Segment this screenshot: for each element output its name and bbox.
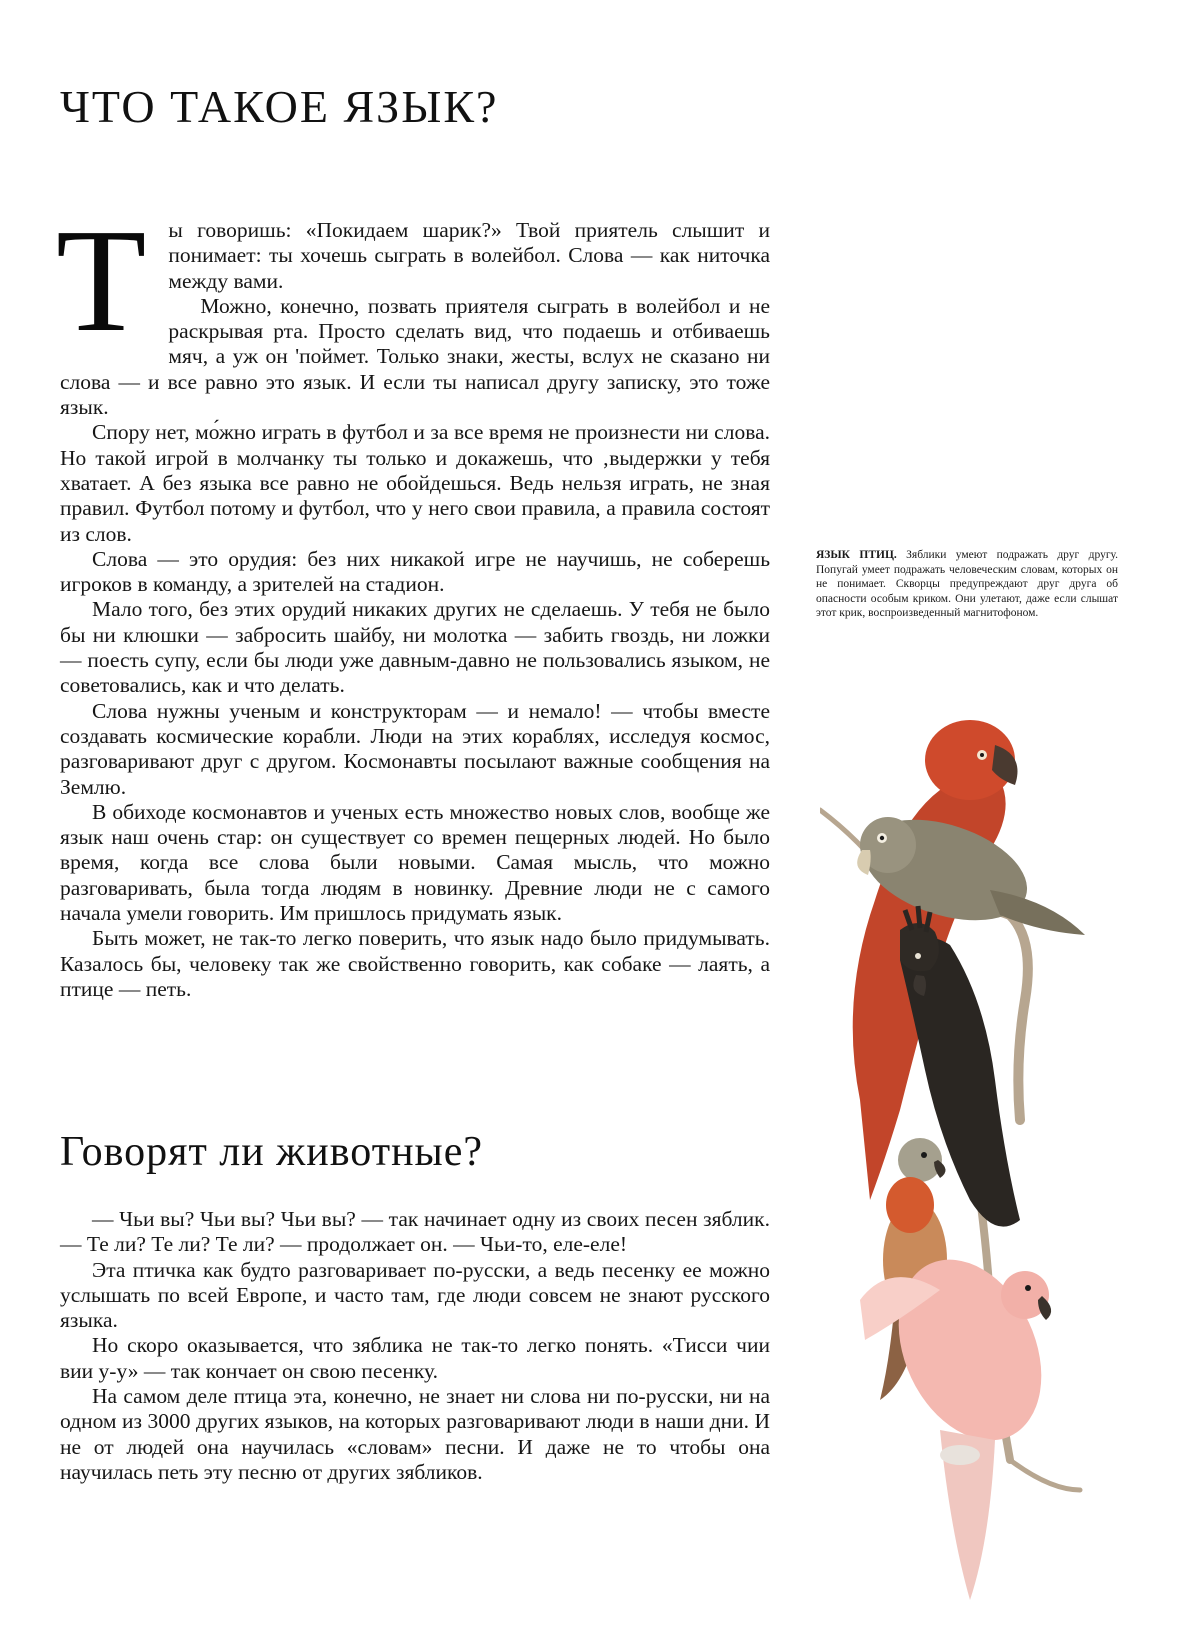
drop-cap: Т (56, 199, 147, 363)
paragraph: Быть может, не так-то легко поверить, что язык надо было придумывать. Казалось бы, человеку так же свойственно говорить, как собаке — лаять, а птице — петь. (60, 926, 770, 1001)
paragraph: Но скоро оказывается, что зяблика не так-то легко понять. «Тисси чии вии у-у» — так кончает он свою песенку. (60, 1333, 770, 1383)
paragraph: Эта птичка как будто разговаривает по-русски, а ведь песенку ее можно услышать по всей Европе, и часто там, где люди совсем не знают русского языка. (60, 1257, 770, 1333)
paragraph: На самом деле птица эта, конечно, не знает ни слова ни по-русски, ни на одном из 3000 других языков, на которых разговаривают люди в наши дни. И не от людей она научилась «словам» песни. И даже не то чтобы она научилась петь эту песню от других зябликов. (60, 1384, 770, 1484)
illustration-caption (816, 548, 1118, 621)
section-body (60, 1207, 770, 1485)
caption-heading: ЯЗЫК ПТИЦ. (816, 549, 897, 561)
paragraph: Слова нужны ученым и конструкторам — и немало! — чтобы вместе создавать космические корабли. Люди на этих кораблях, исследуя космос, разговаривают друг с другом. Космонавты посылают важные сообщения на Землю. (60, 698, 770, 799)
article-body (56, 199, 770, 1002)
paragraph: Слова — это орудия: без них никакой игре не научишь, не соберешь игроков в команду, а зрителей на стадион. (60, 546, 770, 597)
paragraph: Спору нет, мо́жно играть в футбол и за все время не произнести ни слова. Но такой игрой в молчанку ты только и докажешь, что ‚выдержки у тебя хватает. А без языка все равно не обойдешься. Ведь нельзя играть, не зная правил. Футбол потому и футбол, что у него свои правила, а правила состоят из слов. (60, 420, 770, 546)
page-title: ЧТО ТАКОЕ ЯЗЫК? (60, 81, 499, 132)
paragraph: В обиходе космонавтов и ученых есть множество новых слов, вообще же язык наш очень стар: он существует со времен пещерных людей. Но было время, когда все слова были новыми. Самая мысль, что можно разговаривать, была тогда людям в новинку. Древние люди не с самого начала умели говорить. Им пришлось придумать язык. (60, 799, 770, 926)
parrots-illustration (820, 700, 1150, 1630)
caption-text: Зяблики умеют подражать друг другу. Попугай умеет подражать человеческим словам, которых он не понимает. Скворцы предупреждают друг друга об опасности особым криком. Они улетают, даже если слышат этот крик, воспроизведенный магнитофоном. (816, 549, 1119, 619)
pink-cockatoo (860, 1236, 1069, 1600)
paragraph: — Чьи вы? Чьи вы? Чьи вы? — так начинает одну из своих песен зяблик. — Те ли? Те ли? Те ли? — продолжает он. — Чьи-то, еле-еле! (60, 1207, 770, 1257)
paragraph: Мало того, без этих орудий никаких других не сделаешь. У тебя не было бы ни клюшки — забросить шайбу, ни молотка — забить гвоздь, ни ложки — поесть супу, если бы люди уже давным-давно не пользовались языком, не советовались, как и что делать. (60, 597, 770, 698)
paragraph: Можно, конечно, позвать приятеля сыграть в волейбол и не раскрывая рта. Просто сделать вид, что подаешь и отбиваешь мяч, а уж он 'поймет. Только знаки, жесты, вслух не сказано ни слова — и все равно это язык. И если ты написал другу записку, это тоже язык. (60, 293, 770, 420)
paragraph: ы говоришь: «Покидаем шарик?» Твой приятель слышит и понимает: ты хочешь сыграть в волейбол. Слова — как ниточка между вами. (168, 218, 770, 293)
section-title: Говорят ли животные? (60, 1129, 484, 1175)
